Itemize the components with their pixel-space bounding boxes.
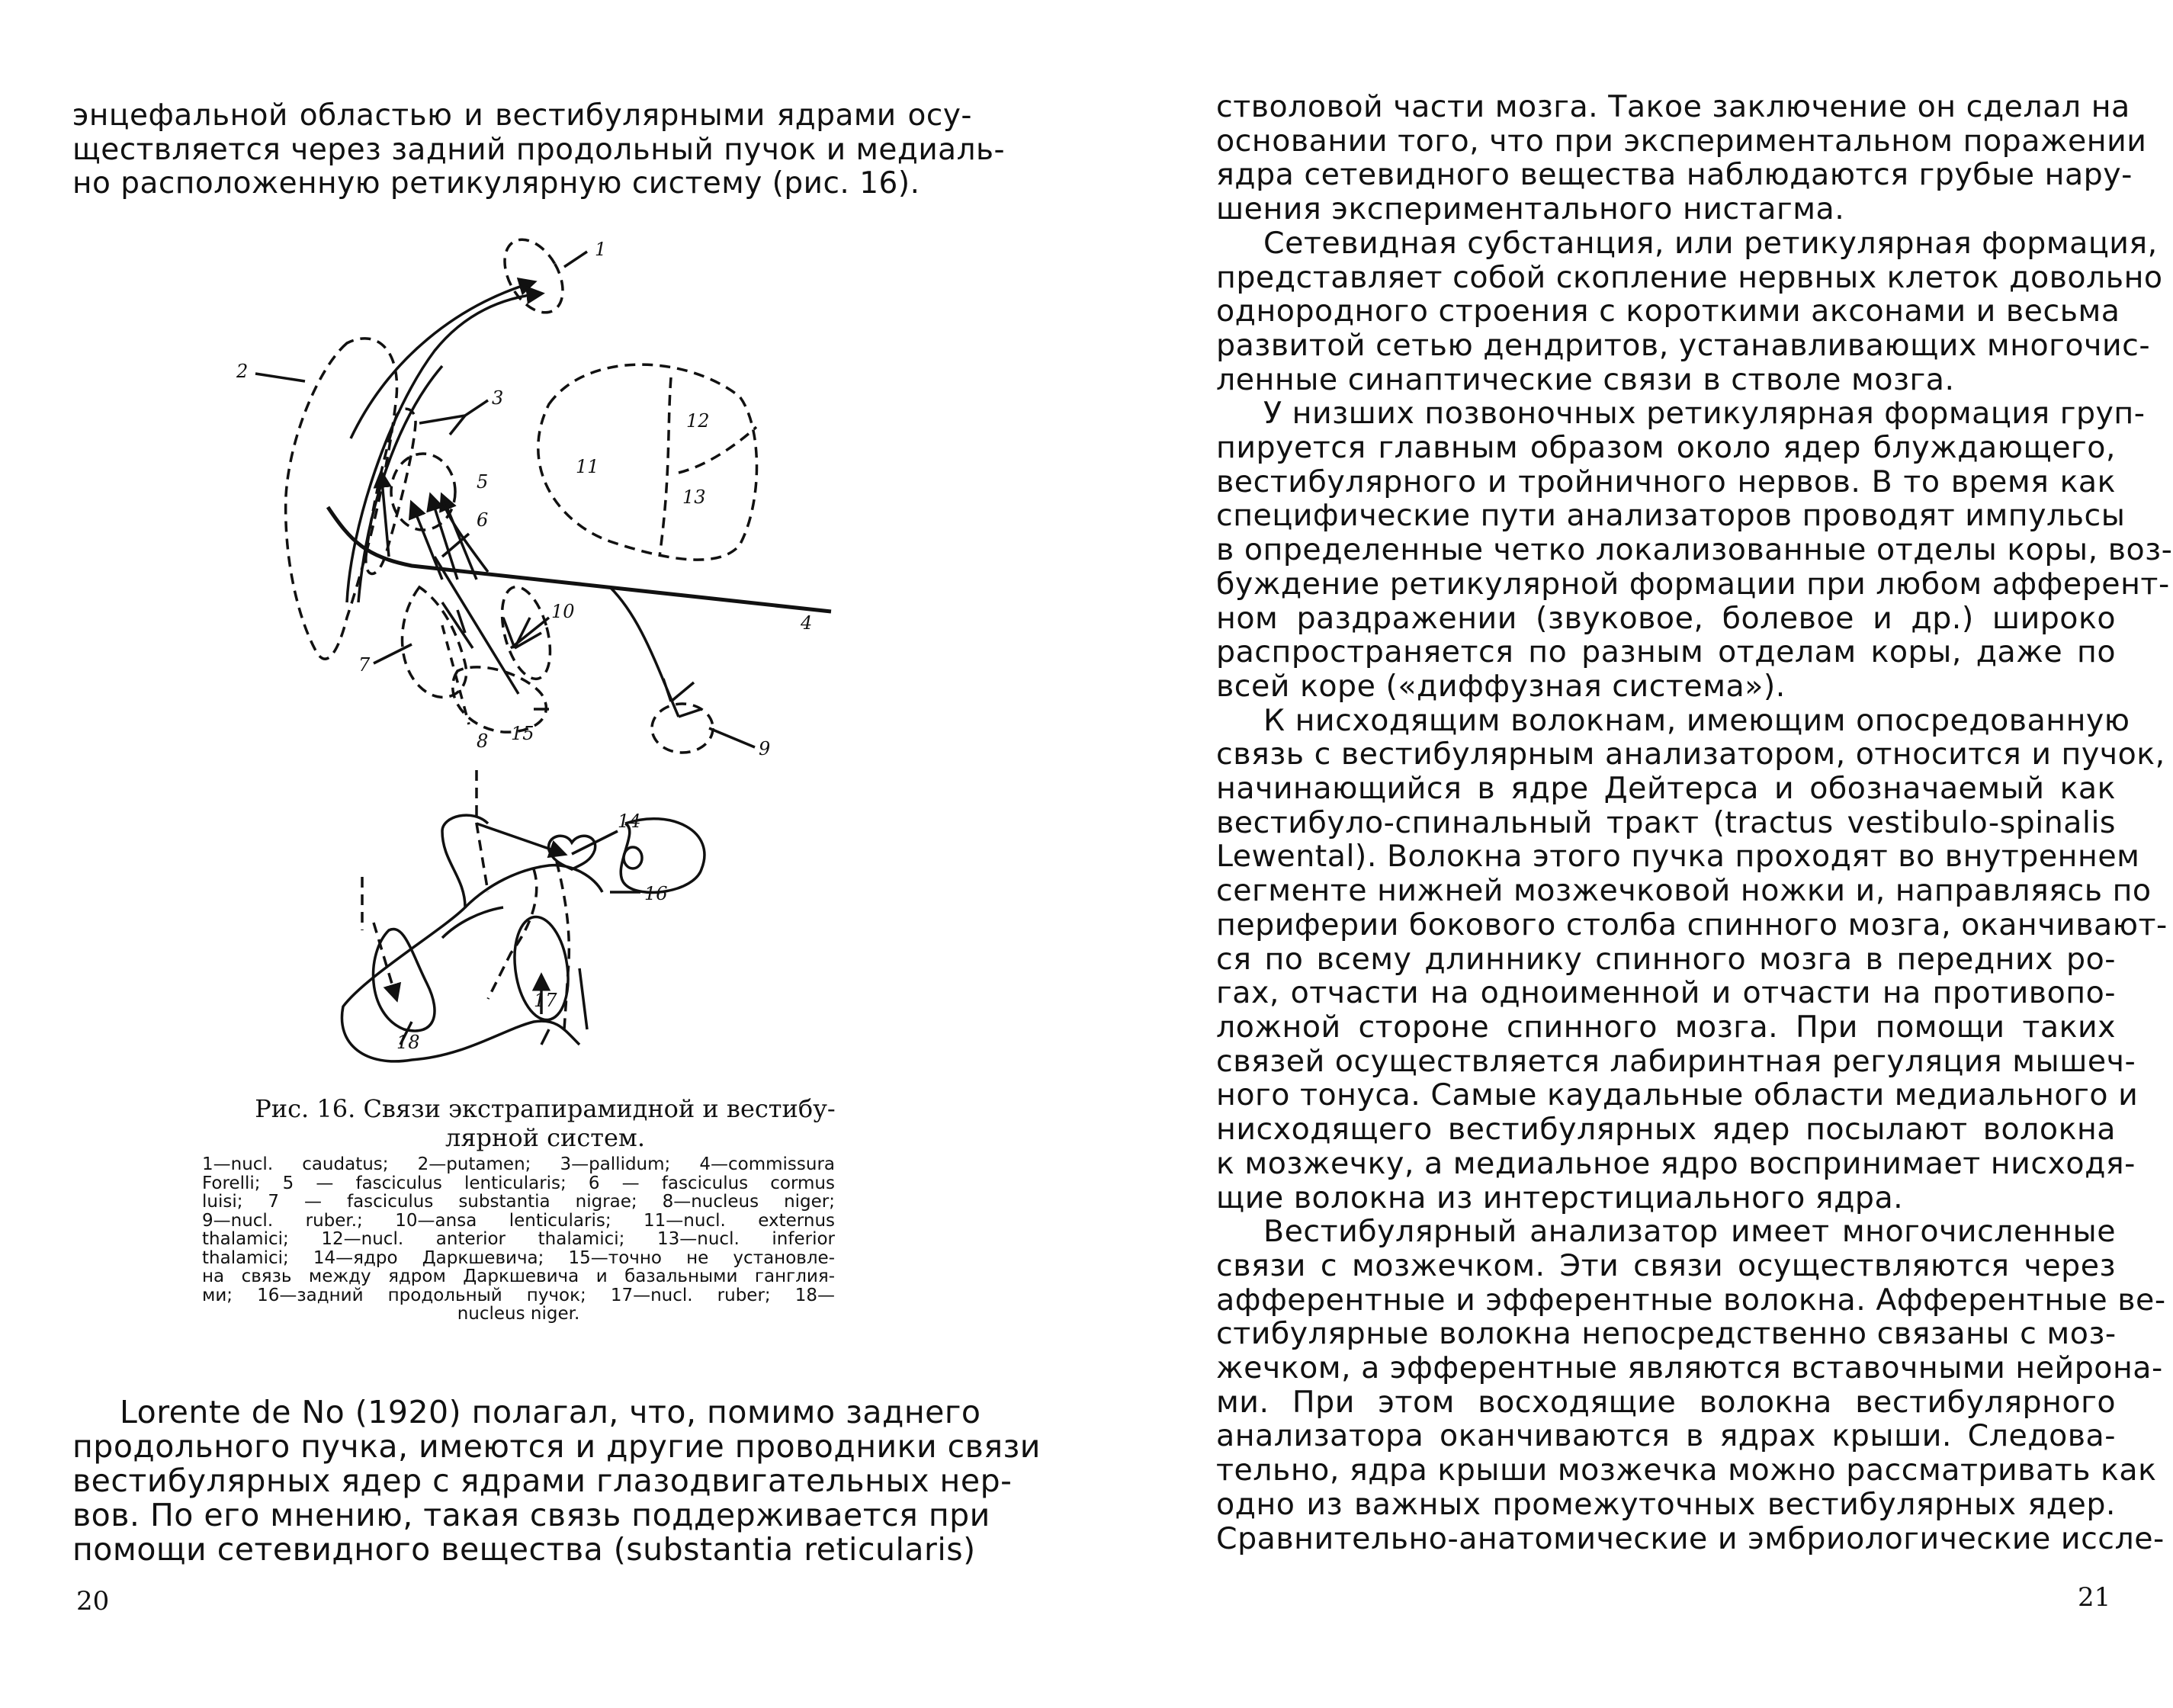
text-line: Сетевидная субстанция, или ретикулярная формация, [1263, 225, 2158, 261]
label-15: 15 [511, 723, 534, 744]
text-line: пируется главным образом около ядер блуждающего, [1216, 430, 2116, 466]
fiber-down-9 [610, 587, 701, 717]
text-line: всей коре («диффузная система»). [1216, 668, 1786, 704]
fiber-6c [442, 496, 477, 580]
legend-line: 9—nucl. ruber.; 10—ansa lenticularis; 11—nucl. externus [202, 1210, 835, 1231]
region-12-13-divider [660, 377, 756, 557]
label-5: 5 [477, 471, 489, 493]
label-11: 11 [576, 456, 599, 477]
region-18-niger [374, 929, 435, 1030]
label-17: 17 [534, 990, 557, 1011]
text-line: Вестибулярный анализатор имеет многочисленные [1263, 1214, 2116, 1250]
text-line: К нисходящим волокнам, имеющим опосредованную [1263, 702, 2130, 738]
legend-line: 1—nucl. caudatus; 2—putamen; 3—pallidum; 4—commissura [202, 1154, 835, 1174]
text-line: Сравнительно-анатомические и эмбриологические иссле- [1216, 1520, 2165, 1556]
text-line: энцефальной областью и вестибулярными ядрами осу- [72, 98, 972, 133]
leader-17 [541, 1029, 549, 1045]
page-number-right: 21 [2078, 1582, 2111, 1613]
leader-9 [709, 728, 755, 747]
leader-2 [255, 374, 305, 381]
left-top-paragraph [72, 98, 1006, 201]
text-line: вестибулярных ядер с ядрами глазодвигательных нер- [72, 1462, 1013, 1499]
legend-line: на связь между ядром Даркшевича и базальными ганглия- [202, 1267, 835, 1286]
text-line: связей осуществляется лабиринтная регуляция мышеч- [1216, 1043, 2136, 1079]
label-7: 7 [358, 654, 371, 676]
text-line: развитой сетью дендритов, устанавливающих многочис- [1216, 327, 2151, 363]
text-line: ся по всему длиннику спинного мозга в передних ро- [1216, 941, 2116, 977]
region-1-caudatus [493, 230, 574, 323]
label-18: 18 [396, 1032, 420, 1053]
text-line: специфические пути анализаторов проводят импульсы [1216, 498, 2126, 534]
caption-line: Рис. 16. Связи экстрапирамидной и вестибу- [255, 1094, 836, 1123]
text-line: основании того, что при экспериментальном поражении [1216, 123, 2147, 159]
left-page [0, 0, 1086, 1708]
legend-line: luisi; 7 — fasciculus substantia nigrae; 8—nucleus niger; [202, 1192, 835, 1212]
page-number-left: 20 [76, 1586, 110, 1616]
text-line: афферентные и эфферентные волокна. Афферентные ве- [1216, 1282, 2166, 1318]
region-2-putamen [286, 339, 397, 659]
figure-legend [202, 1155, 835, 1324]
label-3: 3 [492, 387, 504, 409]
legend-line: thalamici; 14—ядро Даркшевича; 15—точно не установле- [202, 1247, 835, 1268]
text-line: представляет собой скопление нервных клеток довольно [1216, 259, 2163, 295]
text-line: помощи сетевидного вещества (substantia reticularis) [72, 1531, 976, 1568]
text-line: ми. При этом восходящие волокна вестибулярного [1216, 1384, 2116, 1420]
text-line: вестибуло-спинальный тракт (tractus vestibulo-spinalis [1216, 804, 2116, 840]
text-line: вестибулярного и тройничного нервов. В то время как [1216, 464, 2116, 499]
text-line: буждение ретикулярной формации при любом афферент- [1216, 566, 2170, 602]
fiber-7-dashed [442, 625, 469, 724]
label-10: 10 [551, 601, 575, 622]
fiber-15 [477, 770, 488, 892]
region-5-nucleus [391, 454, 455, 530]
figure-caption-title [202, 1094, 888, 1152]
label-1: 1 [595, 239, 607, 260]
text-line: Lewental). Волокна этого пучка проходят во внутреннем [1216, 839, 2140, 875]
region-9-ruber [652, 704, 713, 753]
label-16: 16 [644, 883, 668, 904]
label-13: 13 [682, 486, 706, 508]
text-line: стволовой части мозга. Такое заключение он сделал на [1216, 89, 2130, 124]
text-line: Lorente de No (1920) полагал, что, помимо заднего [120, 1394, 981, 1430]
text-line: связь с вестибулярным анализатором, относится и пучок, [1216, 737, 2165, 772]
text-line: щие волокна из интерстициального ядра. [1216, 1180, 1904, 1215]
figure-16-diagram [213, 221, 839, 1075]
leader-3 [419, 400, 488, 423]
text-line: но расположенную ретикулярную систему (рис. 16). [72, 166, 920, 201]
leader-1 [564, 252, 587, 267]
text-line: ядра сетевидного вещества наблюдаются грубые нару- [1216, 157, 2133, 193]
fiber-arrow-1 [351, 282, 534, 438]
text-line: сегменте нижней мозжечковой ножки и, направляясь по [1216, 873, 2152, 909]
leader-10 [511, 618, 549, 648]
label-9: 9 [759, 738, 771, 759]
text-line: ном раздражении (звуковое, болевое и др.) широко [1216, 600, 2116, 636]
text-line: связи с мозжечком. Эти связи осуществляются через [1216, 1247, 2116, 1283]
text-line: в определенные четко локализованные отделы коры, воз- [1216, 532, 2173, 568]
fiber-down-10b [503, 618, 541, 648]
legend-line: ми; 16—задний продольный пучок; 17—nucl. ruber; 18— [202, 1285, 835, 1305]
text-line: начинающийся в ядре Дейтерса и обозначаемый как [1216, 771, 2116, 807]
text-line: нисходящего вестибулярных ядер посылают волокна [1216, 1112, 2116, 1148]
text-line: ществляется через задний продольный пучок и медиаль- [72, 132, 1006, 167]
text-line: стибулярные волокна непосредственно связаны с моз- [1216, 1316, 2117, 1352]
text-line: к мозжечку, а медиальное ядро воспринимает нисходя- [1216, 1145, 2136, 1181]
label-12: 12 [686, 410, 710, 432]
fiber-16 [488, 869, 537, 999]
text-line: ленные синаптические связи в стволе мозга. [1216, 361, 1955, 397]
text-line: продольного пучка, имеются и другие проводники связи [72, 1428, 1041, 1465]
text-line: ложной стороне спинного мозга. При помощи таких [1216, 1009, 2116, 1045]
legend-line: nucleus niger. [457, 1304, 580, 1324]
text-line: ного тонуса. Самые каудальные области медиального и [1216, 1077, 2139, 1113]
caption-line: лярной систем. [445, 1123, 645, 1152]
text-line: гах, отчасти на одноименной и отчасти на противопо- [1216, 975, 2116, 1011]
left-bottom-paragraph [72, 1394, 1041, 1568]
text-line: распространяется по разным отделам коры, даже по [1216, 634, 2116, 670]
text-line: шения экспериментального нистагма. [1216, 191, 1845, 227]
right-body-text [1216, 89, 2173, 1556]
region-11-thalamus [538, 364, 757, 560]
label-4: 4 [801, 612, 813, 634]
label-6: 6 [477, 509, 489, 531]
text-line: периферии бокового столба спинного мозга, оканчивают- [1216, 907, 2168, 942]
right-page [1086, 0, 2173, 1708]
label-2: 2 [236, 361, 249, 382]
diagram-svg [213, 221, 839, 1075]
text-line: одно из важных промежуточных вестибулярных ядер. [1216, 1486, 2116, 1522]
text-line: однородного строения с короткими аксонами и весьма [1216, 294, 2120, 329]
fiber-ansa [442, 496, 488, 572]
text-line: У низших позвоночных ретикулярная формация груп- [1263, 396, 2146, 432]
text-line: тельно, ядра крыши мозжечка можно рассматривать как [1216, 1453, 2157, 1488]
fiber-5 [381, 473, 389, 557]
label-8: 8 [477, 730, 489, 752]
text-line: вов. По его мнению, такая связь поддерживается при [72, 1497, 990, 1533]
legend-line: Forelli; 5 — fasciculus lenticularis; 6 — fasciculus cormus [202, 1173, 835, 1193]
legend-line: thalamici; 12—nucl. anterior thalamici; 13—nucl. inferior [202, 1229, 835, 1249]
text-line: жечком, а эфферентные являются вставочными нейрона- [1216, 1350, 2163, 1386]
label-14: 14 [618, 811, 641, 832]
text-line: анализатора оканчиваются в ядрах крыши. Следова- [1216, 1418, 2116, 1454]
region-small-o [624, 847, 642, 868]
